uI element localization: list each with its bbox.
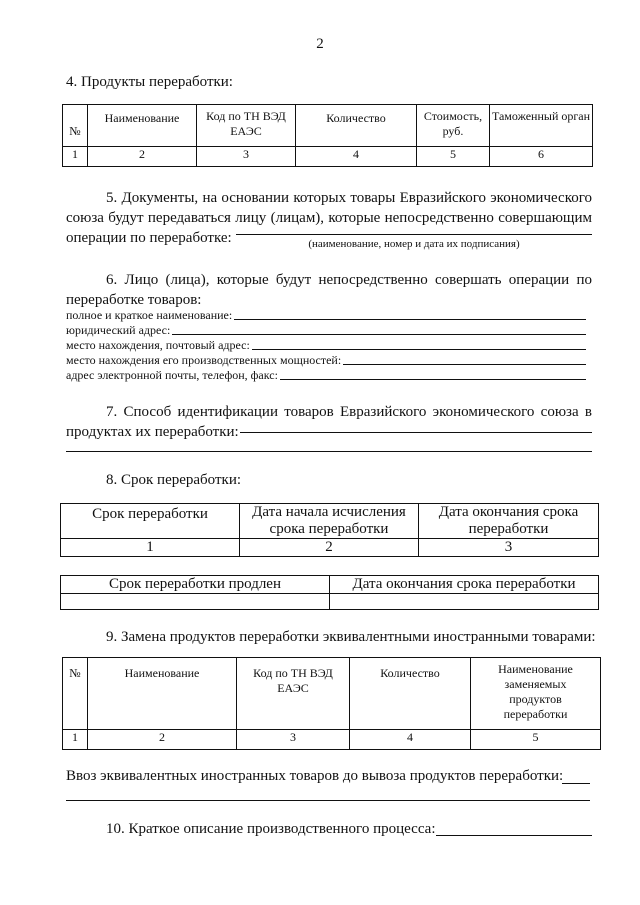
cell-empty-2 [330,594,599,610]
section-5-line [236,234,592,235]
col-header-start-date: Дата начала исчисления срока переработки [240,504,419,539]
products-table [62,104,593,167]
cell-2: 2 [88,730,237,750]
cell-1: 1 [63,730,88,750]
section-10-text: 10. Краткое описание производственного процесса: [106,821,436,837]
section-10-line [436,835,592,836]
field-production-location [66,352,586,367]
cell-3: 3 [419,539,599,557]
field-full-name-label: полное и краткое наименование: [66,308,233,322]
field-production-location-line [343,364,586,365]
cell-3: 3 [237,730,350,750]
field-full-name-line [234,319,586,320]
cell-1: 1 [63,147,88,167]
section-6-text: 6. Лицо (лица), которые будут непосредственно совершать операции по переработке товаров: [66,272,592,308]
section-5-caption: (наименование, номер и дата их подписания) [308,238,520,250]
col-header-new-end-date: Дата окончания срока переработки [330,576,599,594]
col-header-quantity: Количество [350,658,471,730]
cell-2: 2 [88,147,197,167]
col-header-quantity: Количество [296,105,417,147]
cell-4: 4 [296,147,417,167]
section-8-heading: 8. Срок переработки: [106,472,242,488]
replacement-table [62,657,601,750]
col-header-code: Код по ТН ВЭД ЕАЭС [197,105,296,147]
section-7-line-2 [66,451,592,452]
page-number: 2 [316,36,324,52]
field-postal-address [66,337,586,352]
cell-3: 3 [197,147,296,167]
col-header-end-date: Дата окончания срока переработки [419,504,599,539]
col-header-cost: Стоимость, руб. [417,105,490,147]
col-header-code: Код по ТН ВЭД ЕАЭС [237,658,350,730]
col-header-customs: Таможенный орган [490,105,593,147]
processing-period-table [60,503,599,557]
cell-empty-1 [61,594,330,610]
section-7-line-1 [240,432,592,433]
cell-5: 5 [417,147,490,167]
period-extension-table [60,575,599,610]
section-7-text: 7. Способ идентификации товаров Евразийского экономического союза в продуктах их переработки: [66,404,592,440]
field-legal-address [66,322,586,337]
import-text: Ввоз эквивалентных иностранных товаров до вывоза продуктов переработки: [66,768,564,784]
cell-1: 1 [61,539,240,557]
section-5-label: 5. Документы, на основании которых товары Евразийского экономического союза будут передаваться лицу (лицам), которые непосредственно совершающим операции по переработке: [66,190,592,246]
field-production-location-label: место нахождения его производственных мощностей: [66,353,342,367]
section-6-fields [66,307,586,382]
col-header-extended: Срок переработки продлен [61,576,330,594]
field-legal-address-label: юридический адрес: [66,323,171,337]
field-contacts-label: адрес электронной почты, телефон, факс: [66,368,278,382]
field-postal-address-line [252,349,586,350]
import-line-2 [66,800,590,801]
field-contacts-line [280,379,586,380]
col-header-name: Наименование [88,105,197,147]
field-full-name [66,307,586,322]
section-9-heading: 9. Замена продуктов переработки эквивалентными иностранными товарами: [106,629,596,645]
col-header-replaced-products: Наименование заменяемых продуктов переработки [471,658,601,730]
cell-6: 6 [490,147,593,167]
col-header-period: Срок переработки [61,504,240,539]
field-postal-address-label: место нахождения, почтовый адрес: [66,338,250,352]
col-header-name: Наименование [88,658,237,730]
section-4-heading: 4. Продукты переработки: [66,74,233,90]
cell-2: 2 [240,539,419,557]
col-header-number: № [63,105,88,147]
import-line-1 [562,783,590,784]
col-header-number: № [63,658,88,730]
cell-5: 5 [471,730,601,750]
cell-4: 4 [350,730,471,750]
field-legal-address-line [172,334,586,335]
field-contacts [66,367,586,382]
